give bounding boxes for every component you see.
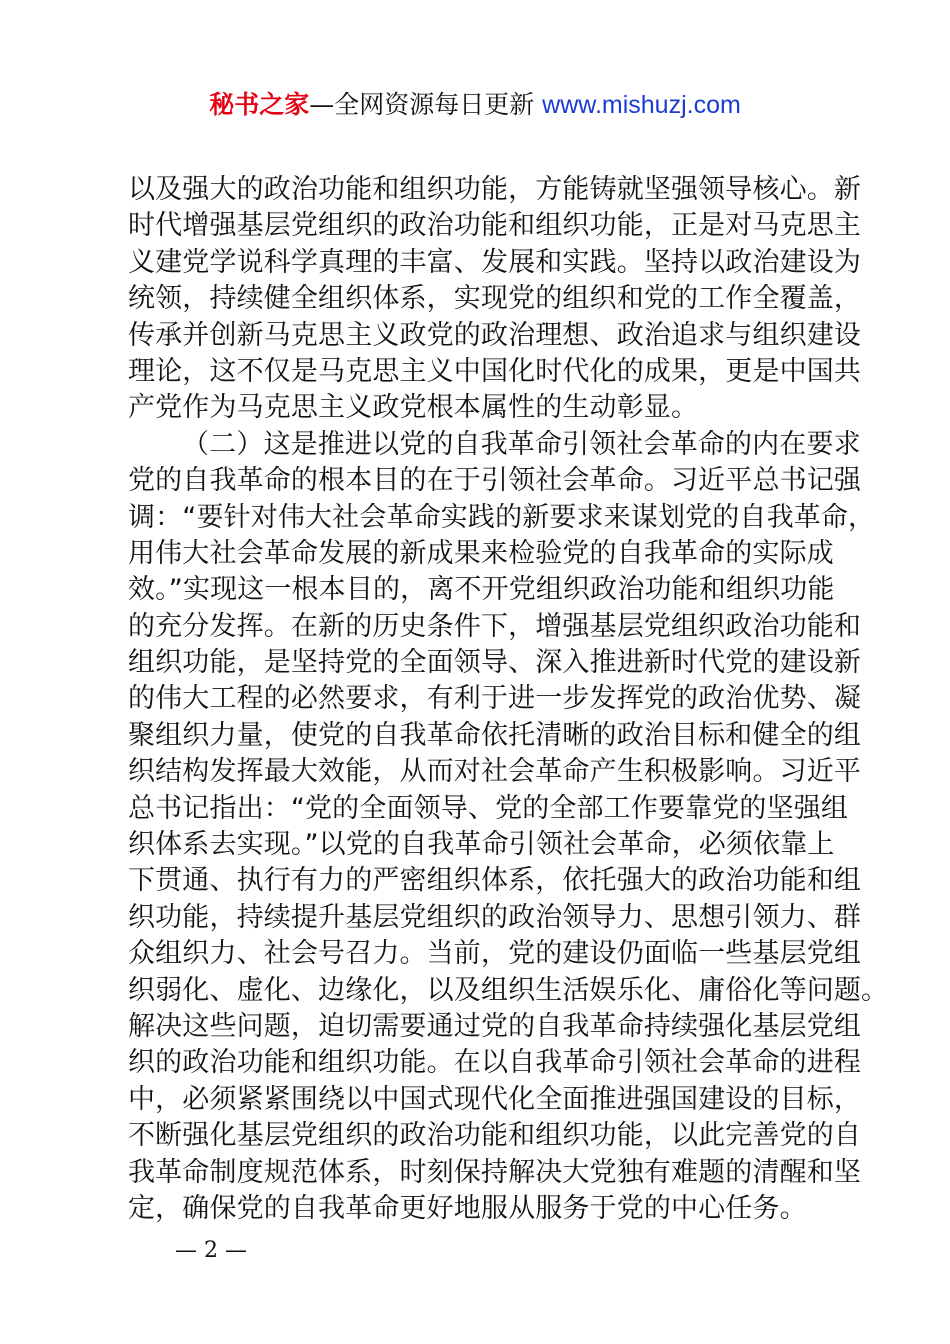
- text-line: 义建党学说科学真理的丰富、发展和实践。坚持以政治建设为: [128, 246, 862, 278]
- site-url: www.mishuzj.com: [542, 91, 741, 119]
- text-line: 中，必须紧紧围绕以中国式现代化全面推进强国建设的目标，: [128, 1083, 862, 1115]
- text-line: 聚组织力量，使党的自我革命依托清晰的政治目标和健全的组: [128, 719, 862, 751]
- text-line: 织的政治功能和组织功能。在以自我革命引领社会革命的进程: [128, 1047, 862, 1079]
- text-line: 组织功能，是坚持党的全面领导、深入推进新时代党的建设新: [128, 647, 862, 679]
- text-line: 统领，持续健全组织体系，实现党的组织和党的工作全覆盖，: [128, 283, 862, 315]
- text-line: 用伟大社会革命发展的新成果来检验党的自我革命的实际成: [128, 537, 834, 569]
- page-number: — 2 —: [175, 1238, 247, 1263]
- text-line: 不断强化基层党组织的政治功能和组织功能，以此完善党的自: [128, 1120, 862, 1152]
- document-body: [128, 172, 889, 1227]
- text-line: 的伟大工程的必然要求，有利于进一步发挥党的政治优势、凝: [128, 683, 862, 715]
- text-line: 解决这些问题，迫切需要通过党的自我革命持续强化基层党组: [128, 1010, 862, 1042]
- text-line: 调：“要针对伟大社会革命实践的新要求来谋划党的自我革命，: [128, 501, 876, 533]
- text-line: 以及强大的政治功能和组织功能，方能铸就坚强领导核心。新: [128, 174, 862, 205]
- watermark-header: [0, 90, 950, 120]
- text-line: 党的自我革命的根本目的在于引领社会革命。习近平总书记强: [128, 465, 862, 497]
- text-line: 织体系去实现。”以党的自我革命引领社会革命，必须依靠上: [128, 829, 835, 861]
- text-line: 总书记指出：“党的全面领导、党的全部工作要靠党的坚强组: [128, 792, 849, 824]
- site-tagline: —全网资源每日更新: [309, 90, 543, 119]
- text-line: 效。”实现这一根本目的，离不开党组织政治功能和组织功能: [128, 574, 835, 606]
- text-line: 我革命制度规范体系，时刻保持解决大党独有难题的清醒和坚: [128, 1156, 862, 1188]
- text-line: 理论，这不仅是马克思主义中国化时代化的成果，更是中国共: [128, 355, 862, 387]
- section-heading: （二）这是推进以党的自我革命引领社会革命的内在要求: [182, 428, 861, 460]
- text-line: 众组织力、社会号召力。当前，党的建设仍面临一些基层党组: [128, 938, 862, 970]
- site-brand: 秘书之家: [209, 90, 310, 119]
- text-line: 定，确保党的自我革命更好地服从服务于党的中心任务。: [128, 1192, 807, 1224]
- text-line: 织功能，持续提升基层党组织的政治领导力、思想引领力、群: [128, 901, 862, 933]
- text-line: 传承并创新马克思主义政党的政治理想、政治追求与组织建设: [128, 319, 862, 351]
- text-line: 时代增强基层党组织的政治功能和组织功能，正是对马克思主: [128, 210, 862, 242]
- text-line: 织弱化、虚化、边缘化，以及组织生活娱乐化、庸俗化等问题。: [128, 974, 889, 1006]
- text-line: 的充分发挥。在新的历史条件下，增强基层党组织政治功能和: [128, 610, 862, 642]
- text-line: 下贯通、执行有力的严密组织体系，依托强大的政治功能和组: [128, 865, 862, 897]
- text-line: 产党作为马克思主义政党根本属性的生动彰显。: [128, 392, 699, 424]
- text-line: 织结构发挥最大效能，从而对社会革命产生积极影响。习近平: [128, 756, 862, 788]
